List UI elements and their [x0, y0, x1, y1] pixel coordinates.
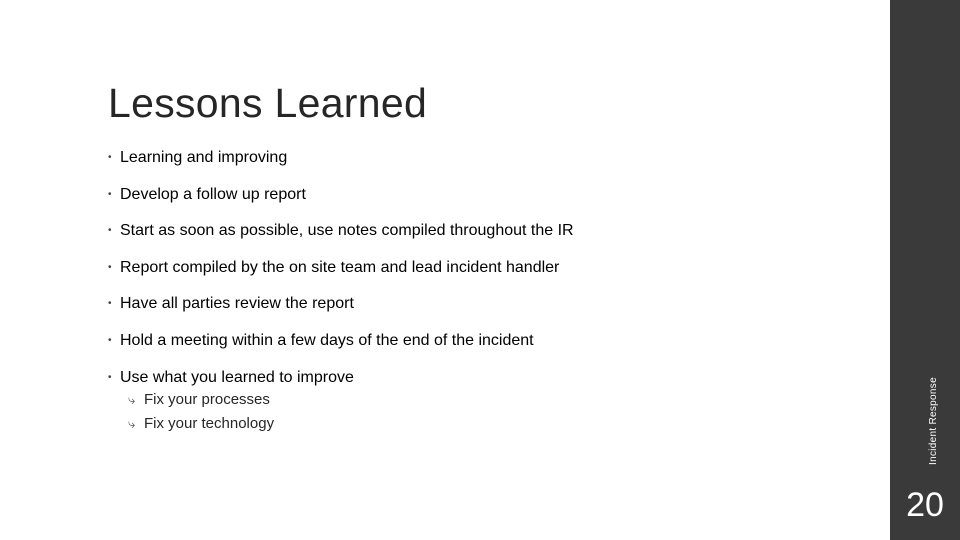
sub-bullet-item	[108, 388, 574, 412]
sidebar	[890, 0, 960, 540]
bullet-text: Have all parties review the report	[120, 295, 354, 313]
bullet-marker: •	[108, 225, 112, 237]
sub-bullet-arrow-icon: ⤷	[128, 415, 136, 431]
slide-title: Lessons Learned	[108, 80, 428, 126]
bullet-text: Hold a meeting within a few days of the end of the incident	[120, 331, 534, 349]
sub-bullet-text: Fix your processes	[144, 390, 270, 408]
bullet-text: Learning and improving	[120, 149, 288, 166]
bullet-item	[108, 327, 574, 364]
page-number: 20	[906, 486, 944, 524]
bullet-item	[108, 290, 574, 327]
bullet-item	[108, 181, 574, 218]
bullet-marker: •	[108, 261, 112, 273]
bullet-item	[108, 254, 574, 291]
sidebar-label: Incident Response	[928, 377, 939, 465]
bullet-text: Develop a follow up report	[120, 185, 306, 203]
bullet-item	[108, 144, 574, 181]
bullet-marker: •	[108, 298, 112, 310]
bullet-item	[108, 364, 574, 388]
sub-bullet-item	[108, 412, 574, 436]
bullet-marker: •	[108, 188, 112, 200]
bullet-text: Use what you learned to improve	[120, 368, 354, 386]
bullet-marker: •	[108, 371, 112, 383]
bullet-text: Report compiled by the on site team and lead incident handler	[120, 258, 560, 276]
bullet-text: Start as soon as possible, use notes compiled throughout the IR	[120, 222, 574, 240]
bullet-item	[108, 217, 574, 254]
bullet-marker: •	[108, 152, 112, 163]
bullet-list	[108, 144, 574, 436]
sub-bullet-text: Fix your technology	[144, 414, 275, 432]
bullet-marker: •	[108, 334, 112, 346]
sub-bullet-arrow-icon: ⤷	[128, 391, 136, 407]
